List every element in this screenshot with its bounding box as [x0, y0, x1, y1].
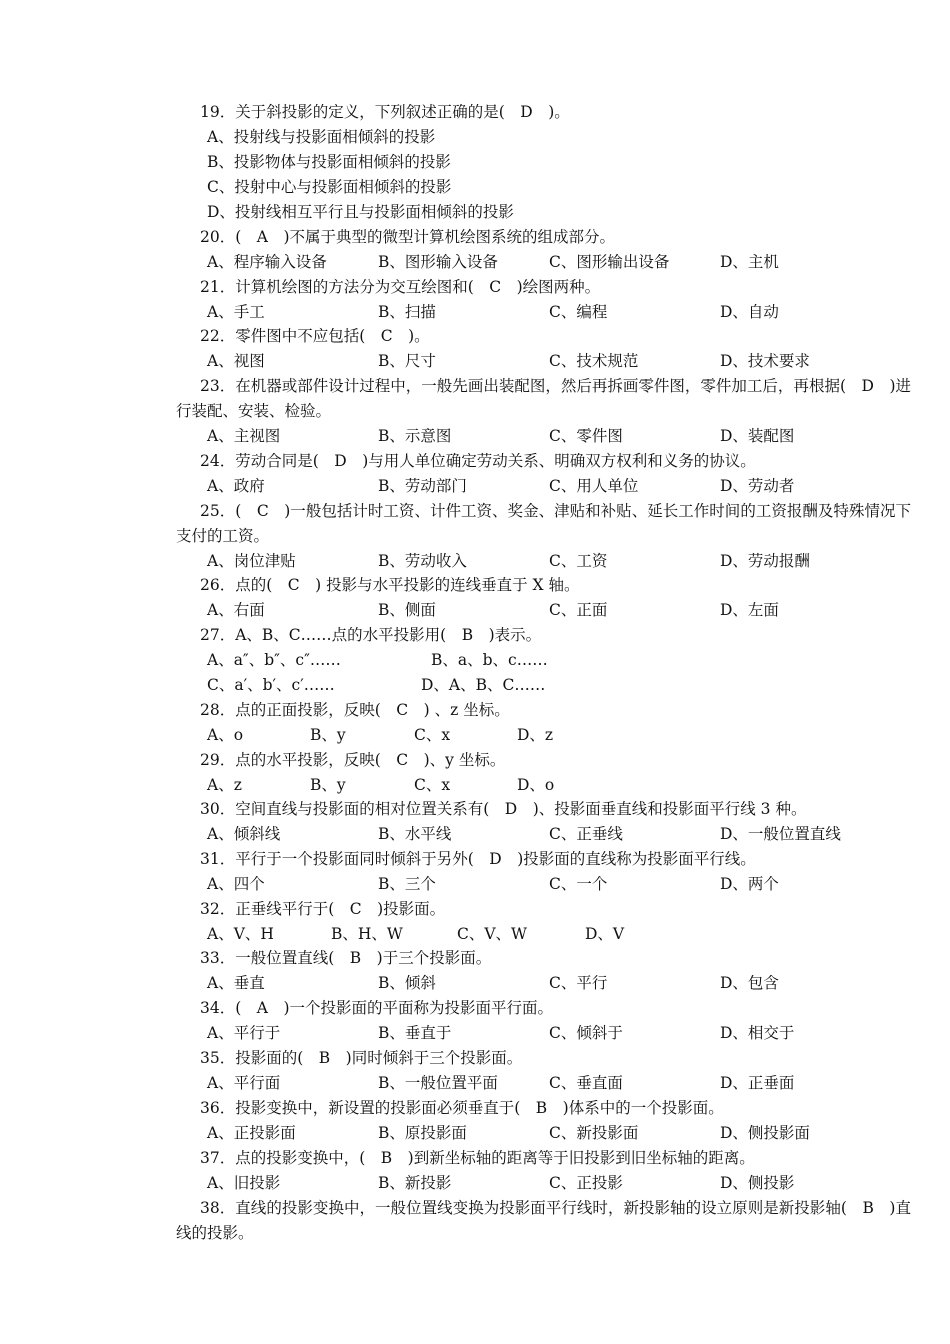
option-d: D、o	[517, 776, 555, 794]
option-d: D、技术要求	[720, 352, 810, 370]
option-d: D、劳动者	[720, 477, 795, 495]
option-b: B、尺寸	[378, 352, 436, 370]
option-a: A、平行面	[207, 1074, 281, 1092]
question-24: 24．劳动合同是( D )与用人单位确定劳动关系、明确双方权利和义务的协议。	[200, 452, 756, 470]
question-33: 33．一般位置直线( B )于三个投影面。	[200, 949, 492, 967]
option-c: C、平行	[549, 974, 608, 992]
option-b: B、图形输入设备	[378, 253, 498, 271]
option-b: B、三个	[378, 875, 436, 893]
option-a: A、倾斜线	[207, 825, 281, 843]
option-a: A、V、H	[207, 925, 274, 943]
option-d: D、一般位置直线	[720, 825, 841, 843]
option-b: B、扫描	[378, 303, 436, 321]
options-35	[207, 1071, 907, 1096]
option-d: D、主机	[720, 253, 779, 271]
options-36	[207, 1121, 907, 1146]
question-25: 25．( C )一般包括计时工资、计件工资、奖金、津贴和补贴、延长工作时间的工资报酬及特殊情况下支付的工资。	[176, 502, 911, 545]
option-c: C、正面	[549, 601, 608, 619]
option-a: A、o	[207, 726, 244, 744]
option-c: C、新投影面	[549, 1124, 639, 1142]
option-c: C、x	[414, 776, 451, 794]
option-d: D、劳动报酬	[720, 552, 810, 570]
option-d: D、两个	[720, 875, 779, 893]
option-d: D、侧投影面	[720, 1124, 810, 1142]
option-a: A、垂直	[207, 974, 265, 992]
option-c: C、编程	[549, 303, 608, 321]
options-30	[207, 822, 907, 847]
options-32	[207, 922, 907, 947]
option-c: C、垂直面	[549, 1074, 623, 1092]
option-d: D、包含	[720, 974, 779, 992]
option-a: A、平行于	[207, 1024, 281, 1042]
option-a: A、手工	[207, 303, 265, 321]
option-b: B、侧面	[378, 601, 436, 619]
options-27-row2	[207, 673, 907, 698]
option-d: D、V	[585, 925, 625, 943]
options-28	[207, 723, 907, 748]
option-c: C、用人单位	[549, 477, 639, 495]
option-a: A、右面	[207, 601, 265, 619]
option-d: D、正垂面	[720, 1074, 795, 1092]
option-a: A、主视图	[207, 427, 281, 445]
option-a: A、z	[207, 776, 242, 794]
question-32: 32．正垂线平行于( C )投影面。	[200, 900, 446, 918]
option-a: A、视图	[207, 352, 265, 370]
options-25	[207, 549, 907, 574]
option-b: B、一般位置平面	[378, 1074, 498, 1092]
option-a: A、正投影面	[207, 1124, 296, 1142]
option-a: A、a″、b″、c″……	[207, 651, 341, 669]
option-b: B、劳动收入	[378, 552, 467, 570]
options-34	[207, 1021, 907, 1046]
option-b: B、a、b、c……	[431, 651, 548, 669]
question-22: 22．零件图中不应包括( C )。	[200, 327, 430, 345]
option-a: A、旧投影	[207, 1174, 281, 1192]
options-22	[207, 349, 907, 374]
option-c: C、正垂线	[549, 825, 623, 843]
question-34: 34．( A )一个投影面的平面称为投影面平行面。	[200, 999, 554, 1017]
options-20	[207, 250, 907, 275]
question-21: 21．计算机绘图的方法分为交互绘图和( C )绘图两种。	[200, 278, 601, 296]
option-b: B、劳动部门	[378, 477, 467, 495]
option-c: C、正投影	[549, 1174, 623, 1192]
options-24	[207, 474, 907, 499]
options-21	[207, 300, 907, 325]
option-c: C、倾斜于	[549, 1024, 623, 1042]
option-19-d: D、投射线相互平行且与投影面相倾斜的投影	[207, 203, 514, 221]
option-c: C、x	[414, 726, 451, 744]
question-29: 29．点的水平投影，反映( C )、y 坐标。	[200, 751, 506, 769]
option-d: D、z	[517, 726, 554, 744]
option-b: B、H、W	[331, 925, 403, 943]
question-37: 37．点的投影变换中，( B )到新坐标轴的距离等于旧投影到旧坐标轴的距离。	[200, 1149, 755, 1167]
question-23: 23．在机器或部件设计过程中，一般先画出装配图，然后再拆画零件图，零件加工后，再根据( D )进行装配、安装、检验。	[176, 377, 911, 420]
option-b: B、y	[310, 726, 346, 744]
option-d: D、左面	[720, 601, 779, 619]
options-23	[207, 424, 907, 449]
option-b: B、y	[310, 776, 346, 794]
option-a: A、政府	[207, 477, 265, 495]
option-d: D、装配图	[720, 427, 795, 445]
option-d: D、A、B、C……	[421, 676, 546, 694]
option-19-c: C、投射中心与投影面相倾斜的投影	[207, 178, 452, 196]
option-d: D、侧投影	[720, 1174, 795, 1192]
options-33	[207, 971, 907, 996]
question-20: 20．( A )不属于典型的微型计算机绘图系统的组成部分。	[200, 228, 616, 246]
question-30: 30．空间直线与投影面的相对位置关系有( D )、投影面垂直线和投影面平行线 3 种。	[200, 800, 807, 818]
option-a: A、程序输入设备	[207, 253, 327, 271]
question-38: 38．直线的投影变换中，一般位置线变换为投影面平行线时，新投影轴的设立原则是新投影轴( B )直线的投影。	[176, 1199, 911, 1242]
option-19-a: A、投射线与投影面相倾斜的投影	[207, 128, 436, 146]
option-b: B、倾斜	[378, 974, 436, 992]
options-29	[207, 773, 907, 798]
option-d: D、自动	[720, 303, 779, 321]
option-b: B、新投影	[378, 1174, 452, 1192]
option-c: C、零件图	[549, 427, 623, 445]
option-c: C、技术规范	[549, 352, 639, 370]
question-26: 26．点的( C ) 投影与水平投影的连线垂直于 X 轴。	[200, 576, 580, 594]
option-b: B、水平线	[378, 825, 452, 843]
options-37	[207, 1171, 907, 1196]
option-a: A、四个	[207, 875, 265, 893]
options-31	[207, 872, 907, 897]
option-c: C、a′、b′、c′……	[207, 676, 335, 694]
question-36: 36．投影变换中，新设置的投影面必须垂直于( B )体系中的一个投影面。	[200, 1099, 724, 1117]
option-b: B、垂直于	[378, 1024, 452, 1042]
question-28: 28．点的正面投影，反映( C ) 、z 坐标。	[200, 701, 510, 719]
question-27: 27．A、B、C……点的水平投影用( B )表示。	[200, 626, 542, 644]
option-c: C、工资	[549, 552, 608, 570]
option-b: B、原投影面	[378, 1124, 467, 1142]
question-31: 31．平行于一个投影面同时倾斜于另外( D )投影面的直线称为投影面平行线。	[200, 850, 756, 868]
option-19-b: B、投影物体与投影面相倾斜的投影	[207, 153, 451, 171]
option-c: C、V、W	[457, 925, 527, 943]
question-19: 19．关于斜投影的定义，下列叙述正确的是( D )。	[200, 103, 570, 121]
option-c: C、图形输出设备	[549, 253, 670, 271]
option-a: A、岗位津贴	[207, 552, 296, 570]
options-27-row1	[207, 648, 907, 673]
options-26	[207, 598, 907, 623]
option-d: D、相交于	[720, 1024, 795, 1042]
option-b: B、示意图	[378, 427, 452, 445]
option-c: C、一个	[549, 875, 608, 893]
question-35: 35．投影面的( B )同时倾斜于三个投影面。	[200, 1049, 523, 1067]
